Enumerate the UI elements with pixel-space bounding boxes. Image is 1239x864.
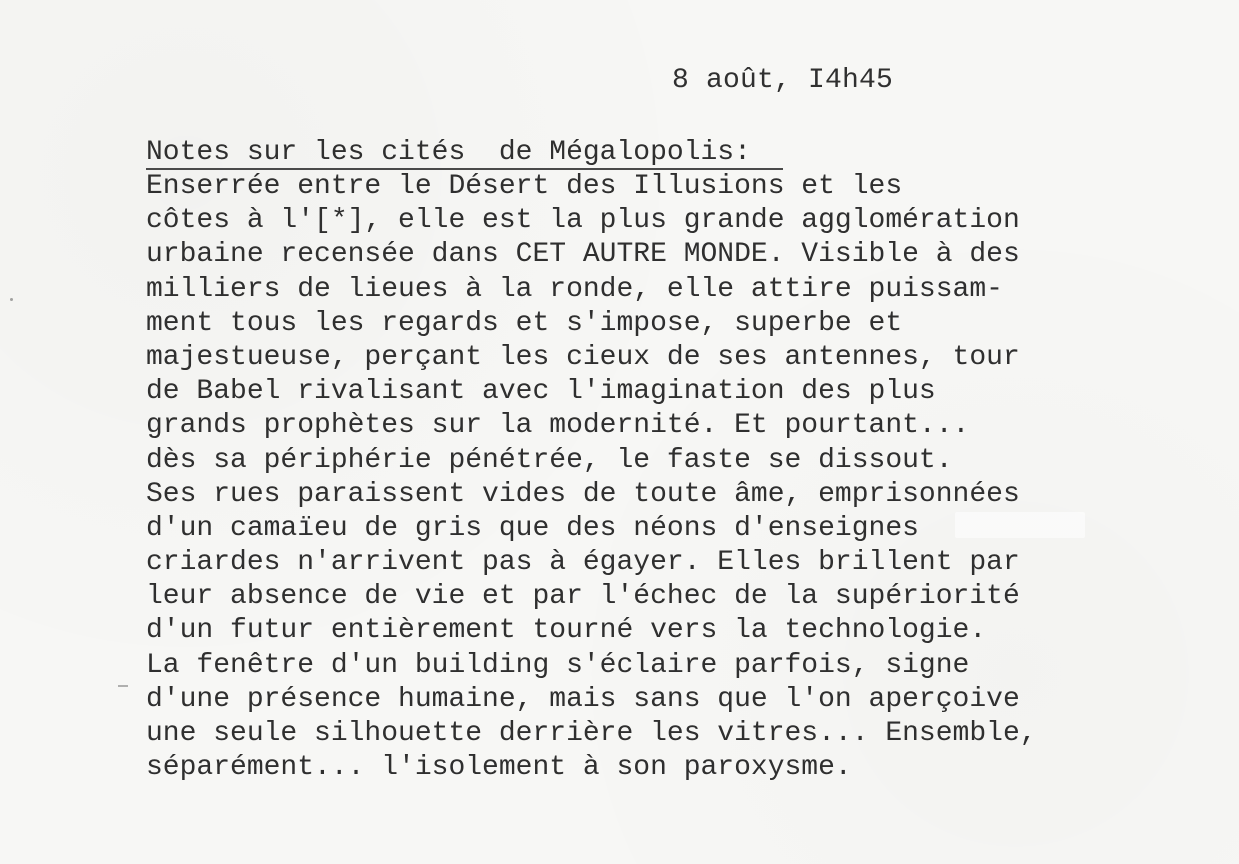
paper-mark — [118, 685, 128, 687]
text-line: dès sa périphérie pénétrée, le faste se dissout. — [146, 444, 953, 476]
text-line: milliers de lieues à la ronde, elle attire puissam- — [146, 273, 1003, 305]
text-line: d'un futur entièrement tourné vers la technologie. — [146, 615, 987, 647]
text-line: séparément... l'isolement à son paroxysme. — [146, 752, 852, 784]
text-line: Enserrée entre le Désert des Illusions et les — [146, 171, 903, 202]
text-line: ment tous les regards et s'impose, superbe et — [146, 307, 903, 339]
text-line: d'un camaïeu de gris que des néons d'enseignes — [146, 512, 919, 544]
text-line: grands prophètes sur la modernité. Et pourtant... — [146, 410, 970, 442]
paper-speck — [10, 298, 13, 301]
text-line: d'une présence humaine, mais sans que l'on aperçoive — [146, 683, 1020, 715]
notes-heading: Notes sur les cités de Mégalopolis: — [146, 137, 751, 168]
notes-body — [146, 170, 1096, 785]
text-line: de Babel rivalisant avec l'imagination des plus — [146, 376, 936, 408]
text-line: leur absence de vie et par l'échec de la supériorité — [146, 581, 1020, 613]
date-stamp: 8 août, I4h45 — [672, 65, 894, 96]
text-line: Ses rues paraissent vides de toute âme, emprisonnées — [146, 478, 1020, 510]
text-line: majestueuse, perçant les cieux de ses antennes, tour — [146, 341, 1020, 373]
text-line: La fenêtre d'un building s'éclaire parfois, signe — [146, 649, 970, 681]
text-line: côtes à l'[*], elle est la plus grande agglomération — [146, 205, 1020, 237]
text-line: criardes n'arrivent pas à égayer. Elles brillent par — [146, 547, 1020, 579]
text-line: une seule silhouette derrière les vitres... Ensemble, — [146, 718, 1037, 749]
text-line: urbaine recensée dans CET AUTRE MONDE. Visible à des — [146, 239, 1020, 271]
